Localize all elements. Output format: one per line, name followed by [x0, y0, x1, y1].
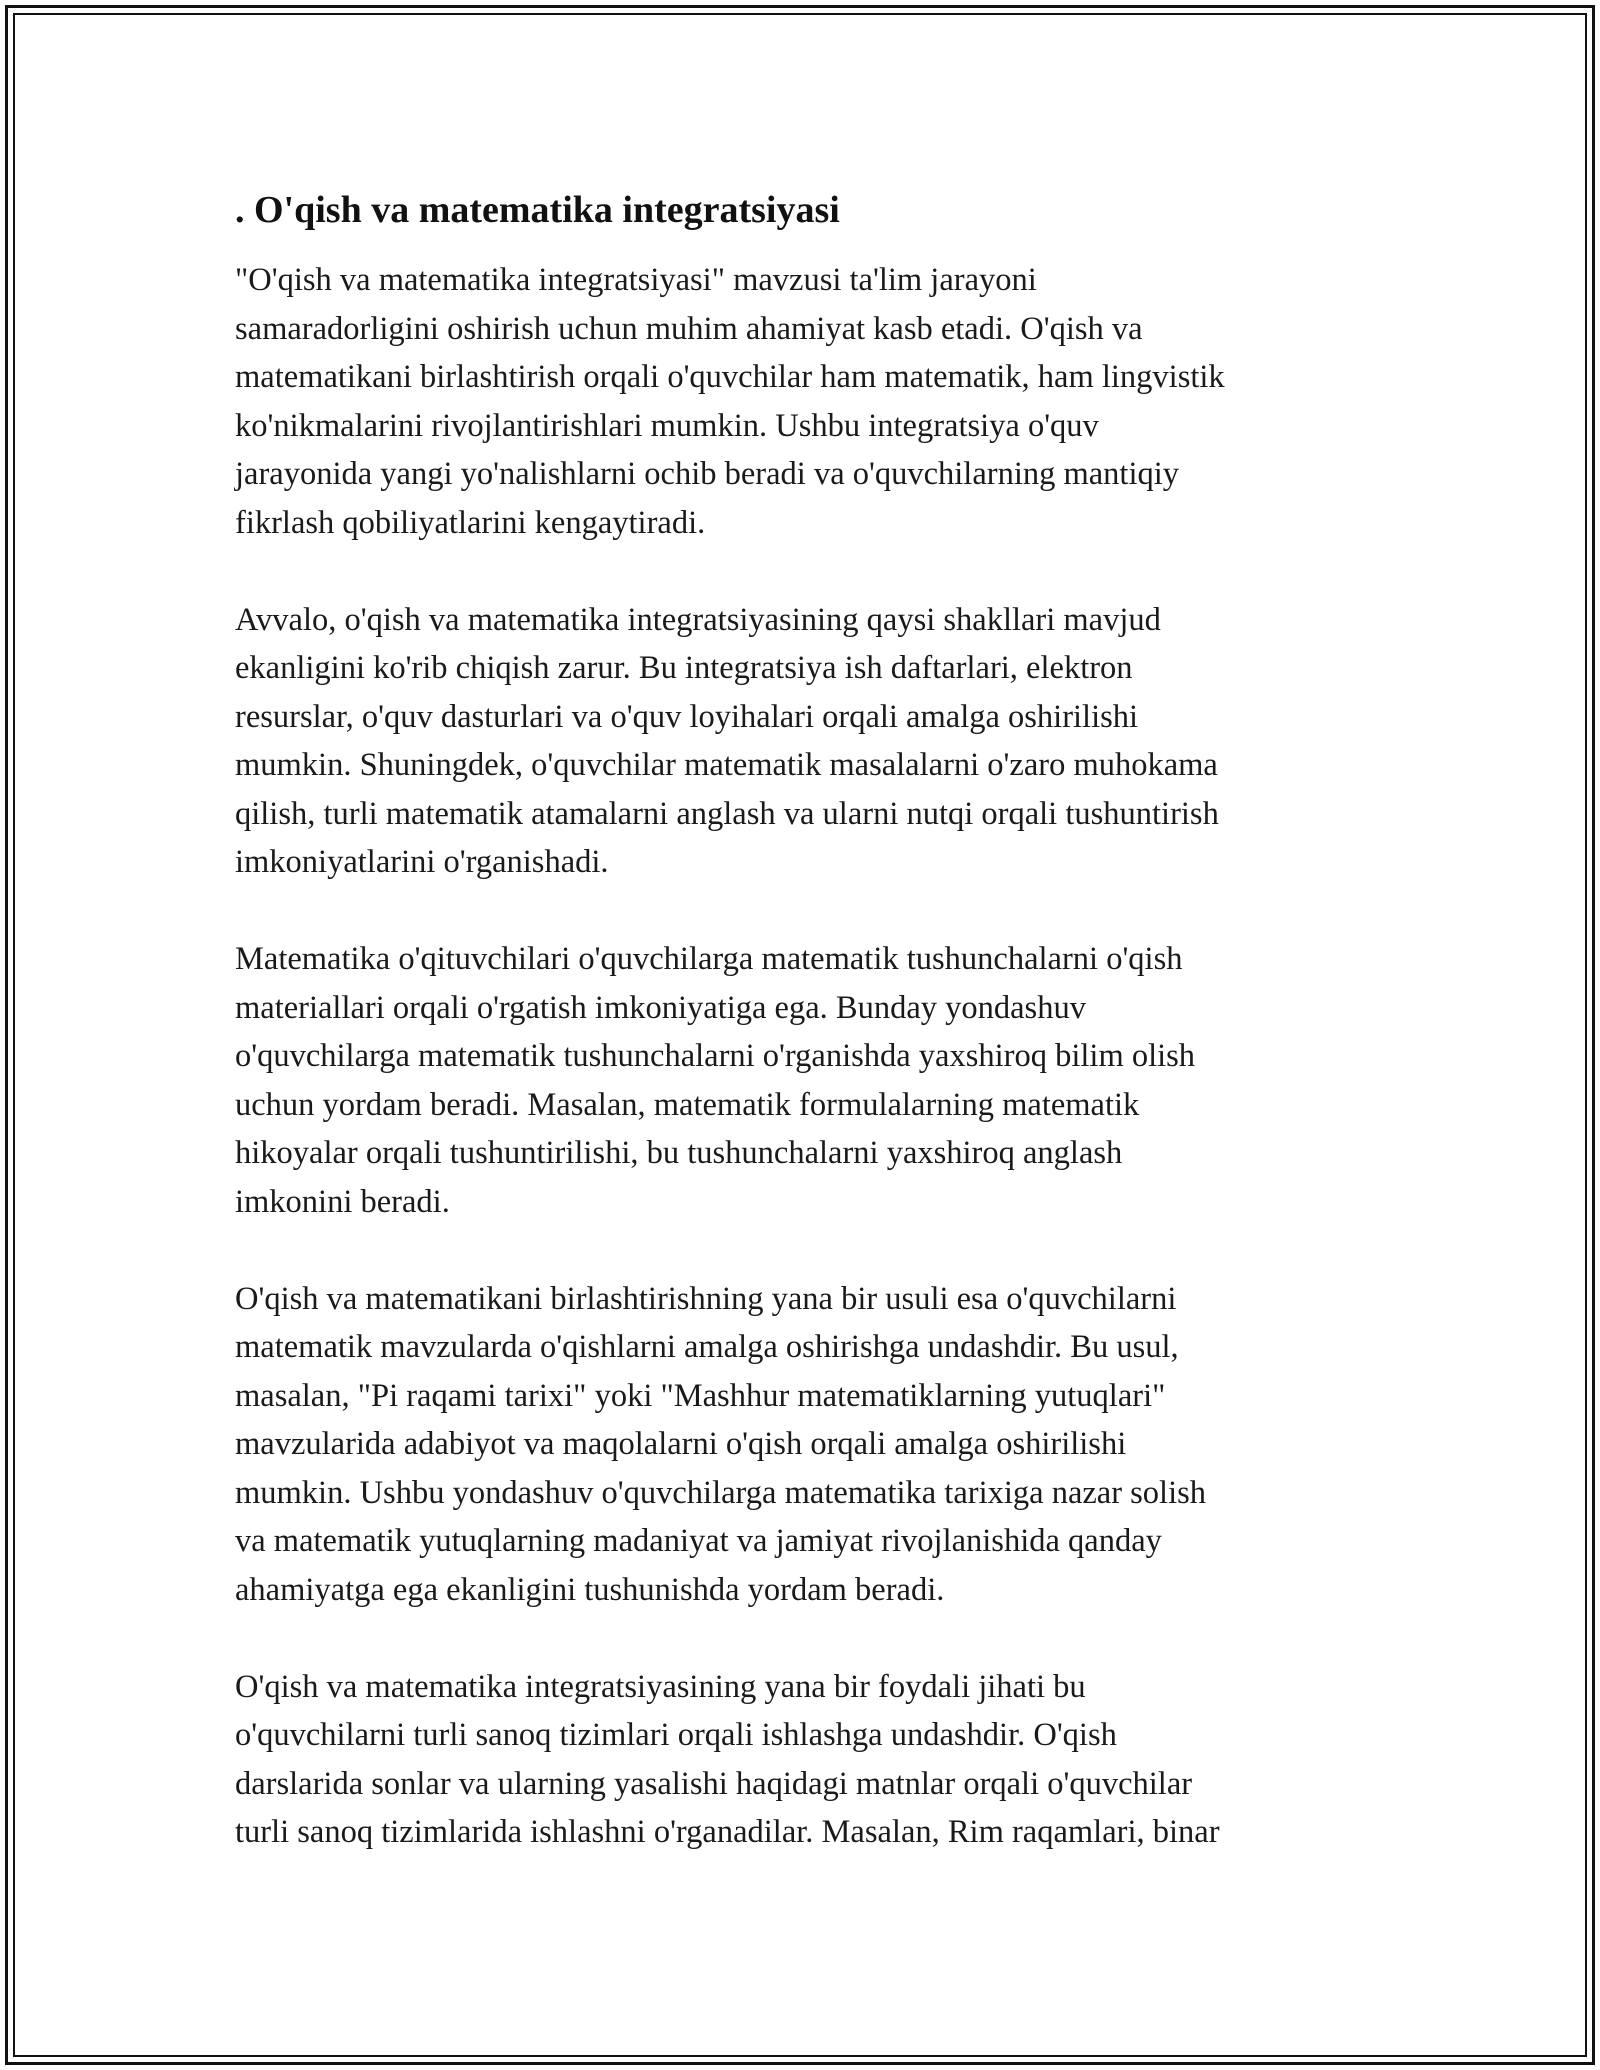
paragraph-5: O'qish va matematika integratsiyasining yana bir foydali jihati bu o'quvchilarni turli sanoq tizimlari orqali ishlashga undashdir. O'qish darslarida sonlar va ularning yasalishi haqidagi matnlar orqali o'quvchilar turli sanoq tizimlarida ishlashni o'rganadilar. Masalan, Rim raqamlari, binar [235, 1668, 1220, 1850]
paragraph-1: "O'qish va matematika integratsiyasi" mavzusi ta'lim jarayoni samaradorligini oshirish uchun muhim ahamiyat kasb etadi. O'qish va matematikani birlashtirish orqali o'quvchilar ham matematik, ham lingvistik ko'nikmalarini rivojlantirishlari mumkin. Ushbu integratsiya o'quv jarayonida yangi yo'nalishlarni ochib beradi va o'quvchilarning mantiqiy fikrlash qobiliyatlarini kengaytiradi. [235, 262, 1225, 541]
document-body [235, 188, 1365, 1905]
paragraph-3: Matematika o'qituvchilari o'quvchilarga matematik tushunchalarni o'qish materiallari orqali o'rgatish imkoniyatiga ega. Bunday yondashuv o'quvchilarga matematik tushunchalarni o'rganishda yaxshiroq bilim olish uchun yordam beradi. Masalan, matematik formulalarning matematik hikoyalar orqali tushuntirilishi, bu tushunchalarni yaxshiroq anglash imkonini beradi. [235, 941, 1196, 1220]
paragraph-2: Avvalo, o'qish va matematika integratsiyasining qaysi shakllari mavjud ekanligini ko'rib chiqish zarur. Bu integratsiya ish daftarlari, elektron resurslar, o'quv dasturlari va o'quv loyihalari orqali amalga oshirilishi mumkin. Shuningdek, o'quvchilar matematik masalalarni o'zaro muhokama qilish, turli matematik atamalarni anglash va ularni nutqi orqali tushuntirish imkoniyatlarini o'rganishadi. [235, 601, 1219, 880]
paragraph-4: O'qish va matematikani birlashtirishning yana bir usuli esa o'quvchilarni matematik mavzularda o'qishlarni amalga oshirishga undashdir. Bu usul, masalan, "Pi raqami tarixi" yoki "Mashhur matematiklarning yutuqlari" mavzularida adabiyot va maqolalarni o'qish orqali amalga oshirilishi mumkin. Ushbu yondashuv o'quvchilarga matematika tarixiga nazar solish va matematik yutuqlarning madaniyat va jamiyat rivojlanishida qanday ahamiyatga ega ekanligini tushunishda yordam beradi. [235, 1280, 1207, 1608]
page-title: . O'qish va matematika integratsiyasi [235, 189, 840, 231]
